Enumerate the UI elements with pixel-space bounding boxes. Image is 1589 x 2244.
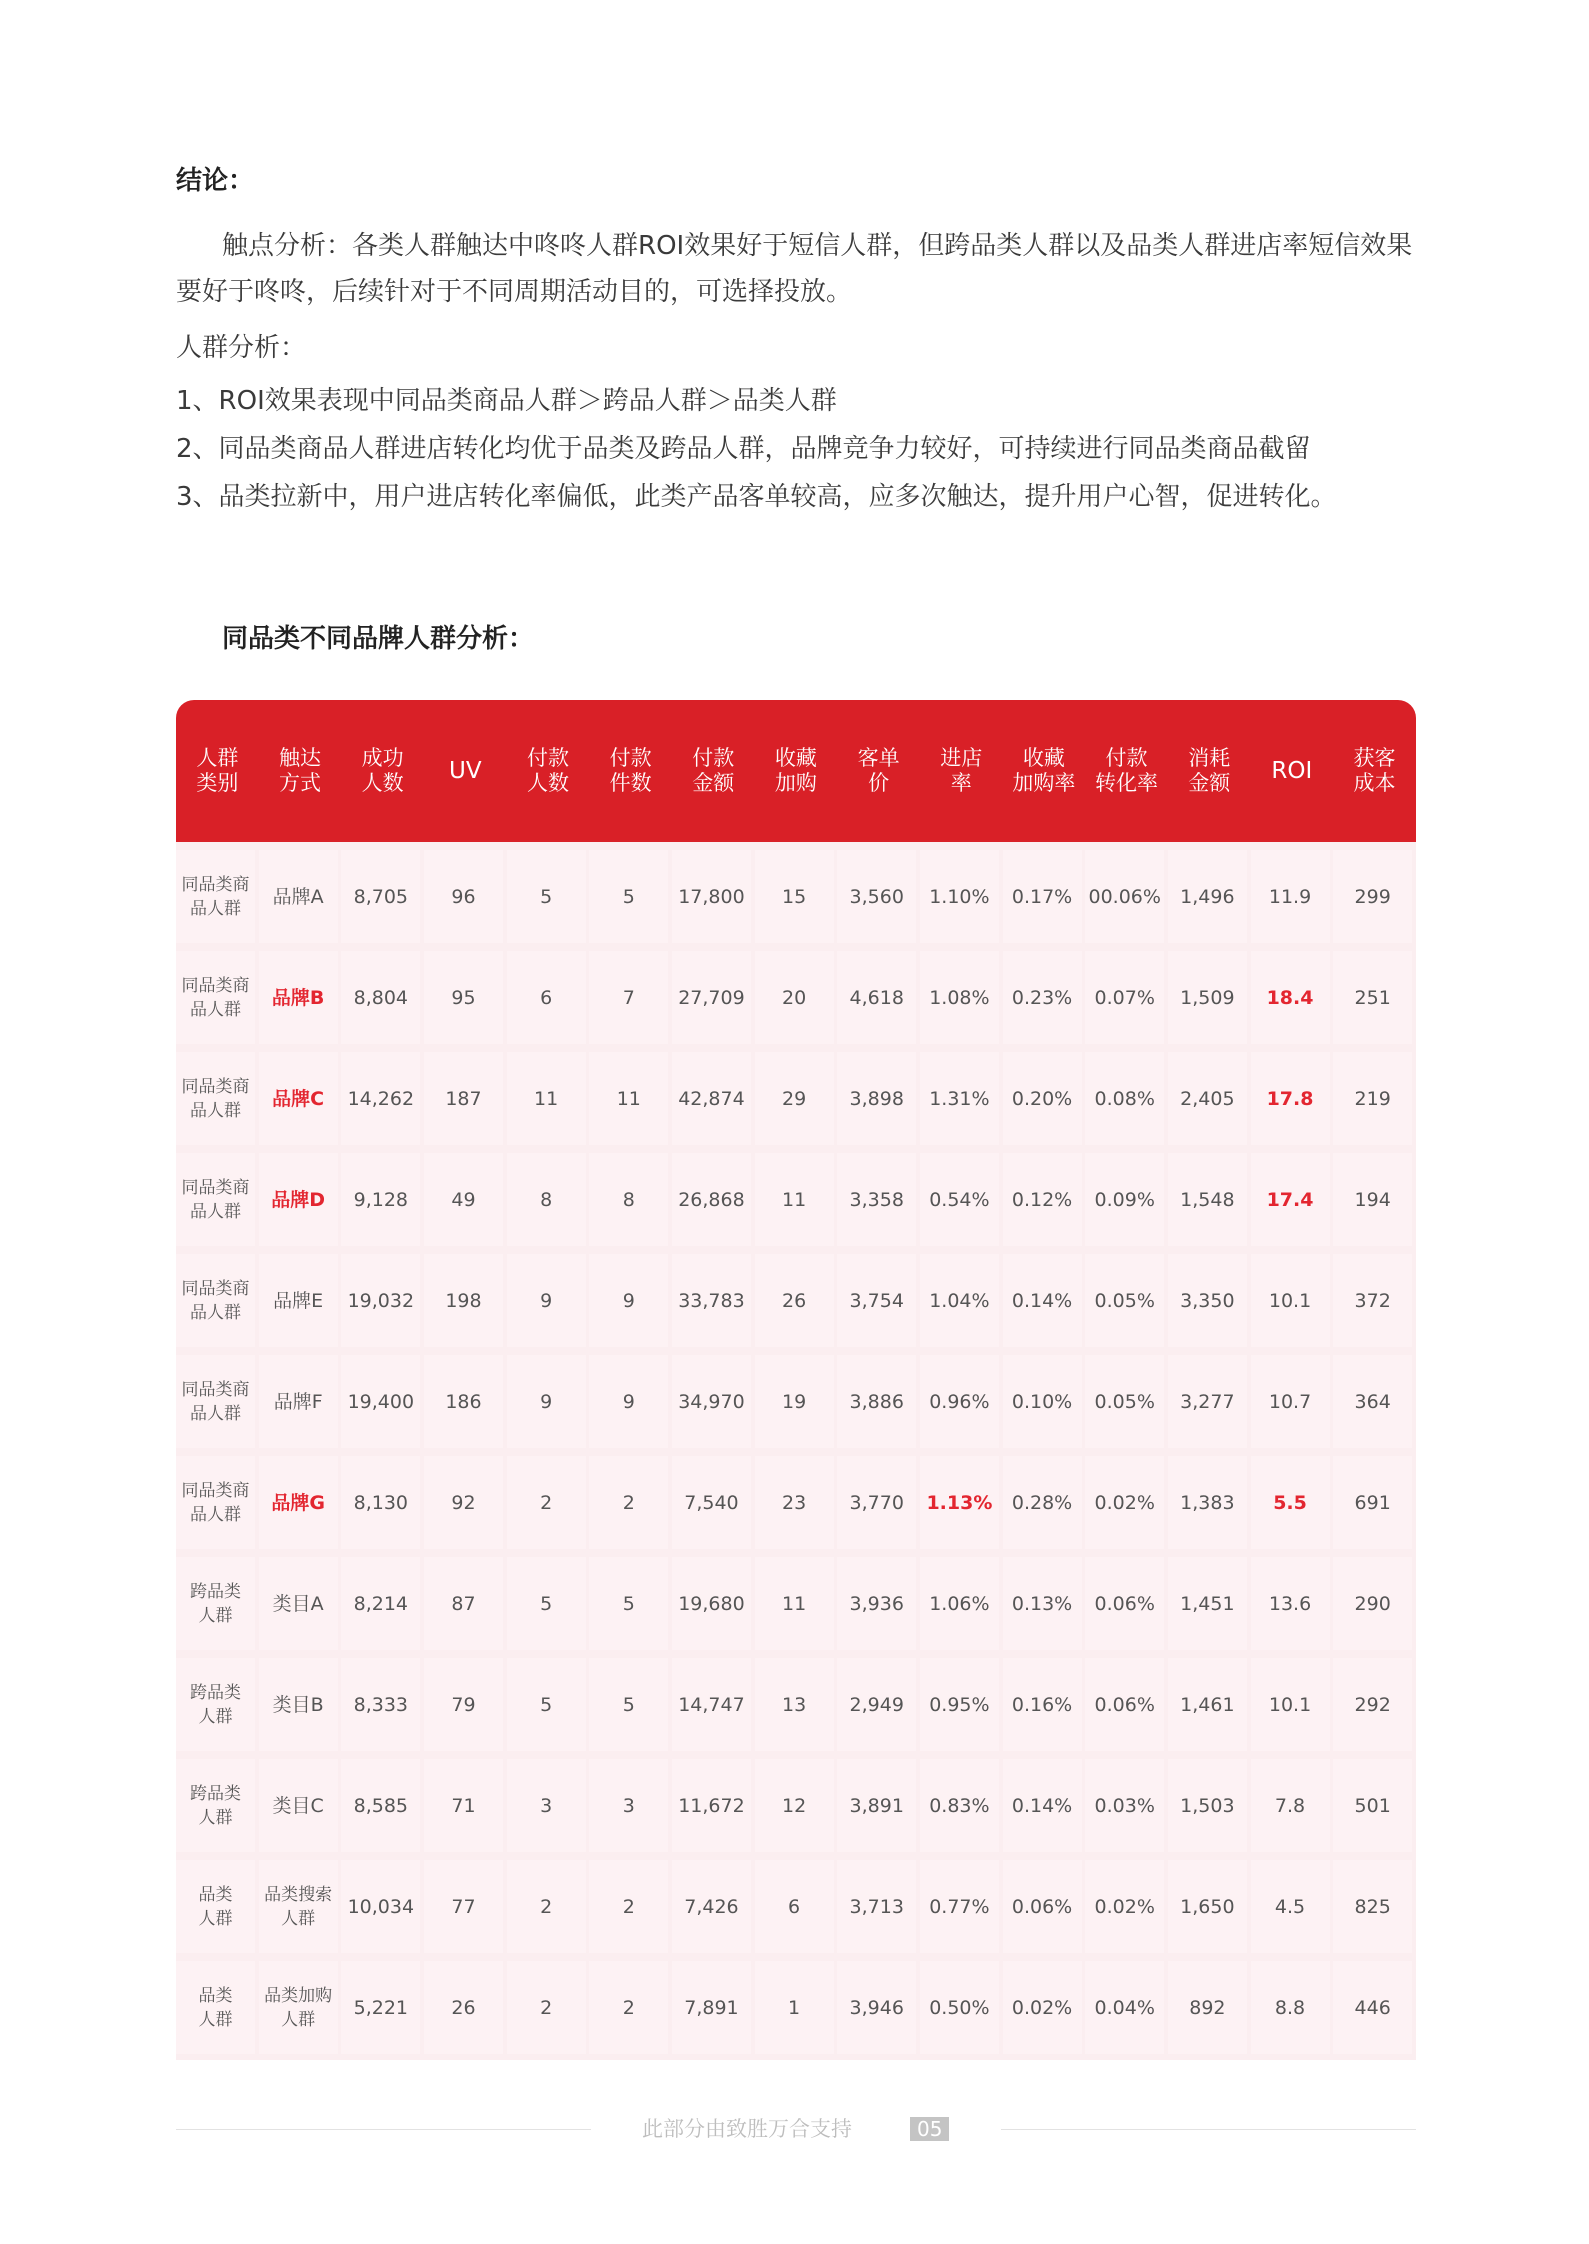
table-cell: 0.07% <box>1085 951 1164 1044</box>
table-cell: 825 <box>1333 1860 1412 1953</box>
table-cell: 1,548 <box>1168 1153 1247 1246</box>
table-cell: 5 <box>507 1658 586 1751</box>
table-cell: 1.13% <box>920 1456 999 1549</box>
table-cell: 11,672 <box>672 1759 751 1852</box>
table-cell: 2,949 <box>837 1658 916 1751</box>
table-cell: 13.6 <box>1251 1557 1330 1650</box>
table-cell: 19,032 <box>341 1254 420 1347</box>
table-cell: 42,874 <box>672 1052 751 1145</box>
table-cell: 同品类商 品人群 <box>176 1456 255 1549</box>
table-cell: 19,680 <box>672 1557 751 1650</box>
table-cell: 29 <box>755 1052 834 1145</box>
table-cell: 23 <box>755 1456 834 1549</box>
footer-divider-left <box>176 2129 591 2130</box>
table-cell: 品牌E <box>259 1254 338 1347</box>
table-cell: 290 <box>1333 1557 1412 1650</box>
table-cell: 13 <box>755 1658 834 1751</box>
table-cell: 1,503 <box>1168 1759 1247 1852</box>
table-cell: 71 <box>424 1759 503 1852</box>
table-cell: 33,783 <box>672 1254 751 1347</box>
table-cell: 品牌G <box>259 1456 338 1549</box>
table-cell: 00.06% <box>1085 850 1164 943</box>
table-cell: 2 <box>507 1860 586 1953</box>
table-cell: 19 <box>755 1355 834 1448</box>
table-cell: 95 <box>424 951 503 1044</box>
table-cell: 10,034 <box>341 1860 420 1953</box>
table-cell: 77 <box>424 1860 503 1953</box>
table-cell: 7,891 <box>672 1961 751 2054</box>
table-cell: 18.4 <box>1251 951 1330 1044</box>
table-cell: 同品类商 品人群 <box>176 1153 255 1246</box>
table-cell: 34,970 <box>672 1355 751 1448</box>
table-cell: 0.10% <box>1003 1355 1082 1448</box>
column-header: 付款 转化率 <box>1095 746 1159 795</box>
table-row <box>176 1860 1416 1953</box>
table-cell: 11 <box>589 1052 668 1145</box>
table-cell: 3,560 <box>837 850 916 943</box>
table-cell: 品牌C <box>259 1052 338 1145</box>
table-cell: 3,277 <box>1168 1355 1247 1448</box>
table-cell: 11 <box>755 1153 834 1246</box>
column-header: 人群 类别 <box>196 746 239 795</box>
table-cell: 6 <box>507 951 586 1044</box>
table-cell: 292 <box>1333 1658 1412 1751</box>
column-header: 付款 件数 <box>609 746 652 795</box>
table-cell: 1.04% <box>920 1254 999 1347</box>
table-cell: 品类搜索 人群 <box>259 1860 338 1953</box>
table-cell: 3,946 <box>837 1961 916 2054</box>
table-cell: 10.1 <box>1251 1254 1330 1347</box>
table-cell: 8 <box>507 1153 586 1246</box>
table-cell: 类目C <box>259 1759 338 1852</box>
table-cell: 3,936 <box>837 1557 916 1650</box>
table-cell: 92 <box>424 1456 503 1549</box>
table-cell: 7 <box>589 951 668 1044</box>
table-cell: 品牌D <box>259 1153 338 1246</box>
table-header-row <box>176 700 1416 842</box>
table-row <box>176 1153 1416 1246</box>
table-cell: 2 <box>589 1456 668 1549</box>
table-cell: 7,426 <box>672 1860 751 1953</box>
table-cell: 1.31% <box>920 1052 999 1145</box>
table-cell: 3,886 <box>837 1355 916 1448</box>
crowd-analysis-item: 3、品类拉新中，用户进店转化率偏低，此类产品客单较高，应多次触达，提升用户心智，促进转化。 <box>176 482 1337 512</box>
table-cell: 10.1 <box>1251 1658 1330 1751</box>
conclusion-title: 结论： <box>176 166 255 196</box>
column-header: 付款 人数 <box>526 746 569 795</box>
table-cell: 0.06% <box>1085 1557 1164 1650</box>
table-row <box>176 1759 1416 1852</box>
table-cell: 8,214 <box>341 1557 420 1650</box>
table-cell: 6 <box>755 1860 834 1953</box>
table-cell: 0.50% <box>920 1961 999 2054</box>
table-cell: 9 <box>589 1254 668 1347</box>
table-cell: 15 <box>755 850 834 943</box>
table-cell: 11 <box>507 1052 586 1145</box>
column-header: 收藏 加购率 <box>1012 746 1076 795</box>
table-cell: 1,509 <box>1168 951 1247 1044</box>
table-cell: 9 <box>589 1355 668 1448</box>
table-row <box>176 1456 1416 1549</box>
table-cell: 691 <box>1333 1456 1412 1549</box>
table-cell: 品牌A <box>259 850 338 943</box>
table-cell: 同品类商 品人群 <box>176 1052 255 1145</box>
table-row <box>176 850 1416 943</box>
table-cell: 364 <box>1333 1355 1412 1448</box>
column-header: 客单 价 <box>857 746 900 795</box>
table-row <box>176 1658 1416 1751</box>
table-cell: 9,128 <box>341 1153 420 1246</box>
table-cell: 96 <box>424 850 503 943</box>
table-cell: 5 <box>589 850 668 943</box>
table-cell: 5 <box>589 1557 668 1650</box>
column-header: UV <box>449 757 482 784</box>
table-cell: 87 <box>424 1557 503 1650</box>
table-cell: 0.28% <box>1003 1456 1082 1549</box>
table-cell: 0.06% <box>1085 1658 1164 1751</box>
table-cell: 跨品类 人群 <box>176 1658 255 1751</box>
table-cell: 0.08% <box>1085 1052 1164 1145</box>
table-cell: 372 <box>1333 1254 1412 1347</box>
table-cell: 品类加购 人群 <box>259 1961 338 2054</box>
table-cell: 194 <box>1333 1153 1412 1246</box>
column-header: 进店 率 <box>940 746 983 795</box>
table-cell: 0.96% <box>920 1355 999 1448</box>
table-cell: 14,262 <box>341 1052 420 1145</box>
table-cell: 2 <box>507 1961 586 2054</box>
table-cell: 11.9 <box>1251 850 1330 943</box>
table-cell: 26 <box>755 1254 834 1347</box>
table-cell: 2 <box>589 1860 668 1953</box>
table-cell: 219 <box>1333 1052 1412 1145</box>
brand-crowd-table <box>176 700 1416 2060</box>
table-cell: 1.08% <box>920 951 999 1044</box>
table-cell: 3,891 <box>837 1759 916 1852</box>
table-cell: 4,618 <box>837 951 916 1044</box>
table-cell: 251 <box>1333 951 1412 1044</box>
table-cell: 26 <box>424 1961 503 2054</box>
table-cell: 品类 人群 <box>176 1961 255 2054</box>
table-cell: 0.17% <box>1003 850 1082 943</box>
conclusion-section <box>176 160 1416 521</box>
table-cell: 5 <box>507 850 586 943</box>
table-cell: 4.5 <box>1251 1860 1330 1953</box>
table-row <box>176 1557 1416 1650</box>
table-cell: 1,496 <box>1168 850 1247 943</box>
table-cell: 7.8 <box>1251 1759 1330 1852</box>
table-cell: 1,650 <box>1168 1860 1247 1953</box>
table-cell: 11 <box>755 1557 834 1650</box>
table-cell: 0.02% <box>1085 1860 1164 1953</box>
table-cell: 9 <box>507 1254 586 1347</box>
table-cell: 同品类商 品人群 <box>176 1254 255 1347</box>
table-cell: 299 <box>1333 850 1412 943</box>
table-cell: 10.7 <box>1251 1355 1330 1448</box>
table-cell: 8,585 <box>341 1759 420 1852</box>
table-row <box>176 951 1416 1044</box>
table-cell: 5,221 <box>341 1961 420 2054</box>
table-cell: 501 <box>1333 1759 1412 1852</box>
table-cell: 8 <box>589 1153 668 1246</box>
table-cell: 0.06% <box>1003 1860 1082 1953</box>
table-cell: 1,461 <box>1168 1658 1247 1751</box>
table-cell: 2 <box>507 1456 586 1549</box>
table-cell: 8,705 <box>341 850 420 943</box>
table-cell: 7,540 <box>672 1456 751 1549</box>
table-title: 同品类不同品牌人群分析： <box>222 624 535 654</box>
table-cell: 0.54% <box>920 1153 999 1246</box>
table-cell: 类目A <box>259 1557 338 1650</box>
table-cell: 446 <box>1333 1961 1412 2054</box>
table-row <box>176 1355 1416 1448</box>
column-header: 付款 金额 <box>692 746 735 795</box>
table-cell: 0.02% <box>1003 1961 1082 2054</box>
table-cell: 1,383 <box>1168 1456 1247 1549</box>
table-cell: 198 <box>424 1254 503 1347</box>
table-cell: 0.03% <box>1085 1759 1164 1852</box>
column-header: 消耗 金额 <box>1188 746 1231 795</box>
table-cell: 2 <box>589 1961 668 2054</box>
table-cell: 1 <box>755 1961 834 2054</box>
table-cell: 同品类商 品人群 <box>176 850 255 943</box>
table-cell: 品牌F <box>259 1355 338 1448</box>
table-cell: 12 <box>755 1759 834 1852</box>
table-cell: 17.4 <box>1251 1153 1330 1246</box>
footer-support-text: 此部分由致胜万合支持 <box>642 2117 852 2141</box>
table-cell: 3 <box>589 1759 668 1852</box>
table-cell: 0.09% <box>1085 1153 1164 1246</box>
table-cell: 892 <box>1168 1961 1247 2054</box>
table-cell: 3,770 <box>837 1456 916 1549</box>
column-header: ROI <box>1271 757 1313 784</box>
column-header: 成功 人数 <box>361 746 404 795</box>
page-footer <box>176 2114 1416 2144</box>
footer-divider-right <box>1001 2129 1416 2130</box>
column-header: 获客 成本 <box>1353 746 1396 795</box>
table-cell: 0.77% <box>920 1860 999 1953</box>
table-cell: 186 <box>424 1355 503 1448</box>
table-cell: 9 <box>507 1355 586 1448</box>
table-cell: 8,333 <box>341 1658 420 1751</box>
table-cell: 3,898 <box>837 1052 916 1145</box>
table-cell: 49 <box>424 1153 503 1246</box>
touchpoint-analysis-text: 触点分析：各类人群触达中咚咚人群ROI效果好于短信人群，但跨品类人群以及品类人群进店率短信效果要好于咚咚，后续针对于不同周期活动目的，可选择投放。 <box>176 231 1413 307</box>
table-cell: 类目B <box>259 1658 338 1751</box>
table-cell: 同品类商 品人群 <box>176 1355 255 1448</box>
table-row <box>176 1961 1416 2054</box>
table-cell: 0.95% <box>920 1658 999 1751</box>
table-cell: 26,868 <box>672 1153 751 1246</box>
table-cell: 19,400 <box>341 1355 420 1448</box>
table-cell: 0.20% <box>1003 1052 1082 1145</box>
table-row <box>176 1254 1416 1347</box>
table-cell: 品类 人群 <box>176 1860 255 1953</box>
table-body <box>176 842 1416 2060</box>
column-header: 收藏 加购 <box>774 746 817 795</box>
crowd-analysis-title: 人群分析： <box>176 333 307 363</box>
table-cell: 0.12% <box>1003 1153 1082 1246</box>
column-header: 触达 方式 <box>278 746 321 795</box>
table-cell: 0.16% <box>1003 1658 1082 1751</box>
table-cell: 0.14% <box>1003 1254 1082 1347</box>
table-cell: 8,130 <box>341 1456 420 1549</box>
table-cell: 5.5 <box>1251 1456 1330 1549</box>
table-cell: 1,451 <box>1168 1557 1247 1650</box>
table-cell: 跨品类 人群 <box>176 1557 255 1650</box>
table-cell: 0.83% <box>920 1759 999 1852</box>
crowd-analysis-item: 1、ROI效果表现中同品类商品人群＞跨品人群＞品类人群 <box>176 386 837 416</box>
table-cell: 17.8 <box>1251 1052 1330 1145</box>
table-cell: 3,713 <box>837 1860 916 1953</box>
table-cell: 0.14% <box>1003 1759 1082 1852</box>
table-row <box>176 1052 1416 1145</box>
table-cell: 187 <box>424 1052 503 1145</box>
table-cell: 0.05% <box>1085 1254 1164 1347</box>
table-cell: 27,709 <box>672 951 751 1044</box>
table-cell: 0.23% <box>1003 951 1082 1044</box>
table-cell: 3,350 <box>1168 1254 1247 1347</box>
page-number: 05 <box>910 2117 949 2141</box>
table-cell: 1.06% <box>920 1557 999 1650</box>
table-cell: 0.05% <box>1085 1355 1164 1448</box>
table-cell: 8,804 <box>341 951 420 1044</box>
table-cell: 20 <box>755 951 834 1044</box>
table-cell: 同品类商 品人群 <box>176 951 255 1044</box>
table-cell: 1.10% <box>920 850 999 943</box>
table-cell: 3,358 <box>837 1153 916 1246</box>
table-cell: 14,747 <box>672 1658 751 1751</box>
table-cell: 3 <box>507 1759 586 1852</box>
table-cell: 79 <box>424 1658 503 1751</box>
table-cell: 17,800 <box>672 850 751 943</box>
table-cell: 2,405 <box>1168 1052 1247 1145</box>
table-cell: 0.02% <box>1085 1456 1164 1549</box>
table-cell: 3,754 <box>837 1254 916 1347</box>
table-cell: 跨品类 人群 <box>176 1759 255 1852</box>
table-cell: 品牌B <box>259 951 338 1044</box>
table-cell: 5 <box>507 1557 586 1650</box>
table-cell: 8.8 <box>1251 1961 1330 2054</box>
table-cell: 0.13% <box>1003 1557 1082 1650</box>
table-cell: 0.04% <box>1085 1961 1164 2054</box>
table-cell: 5 <box>589 1658 668 1751</box>
crowd-analysis-item: 2、同品类商品人群进店转化均优于品类及跨品人群，品牌竞争力较好，可持续进行同品类商品截留 <box>176 434 1311 464</box>
